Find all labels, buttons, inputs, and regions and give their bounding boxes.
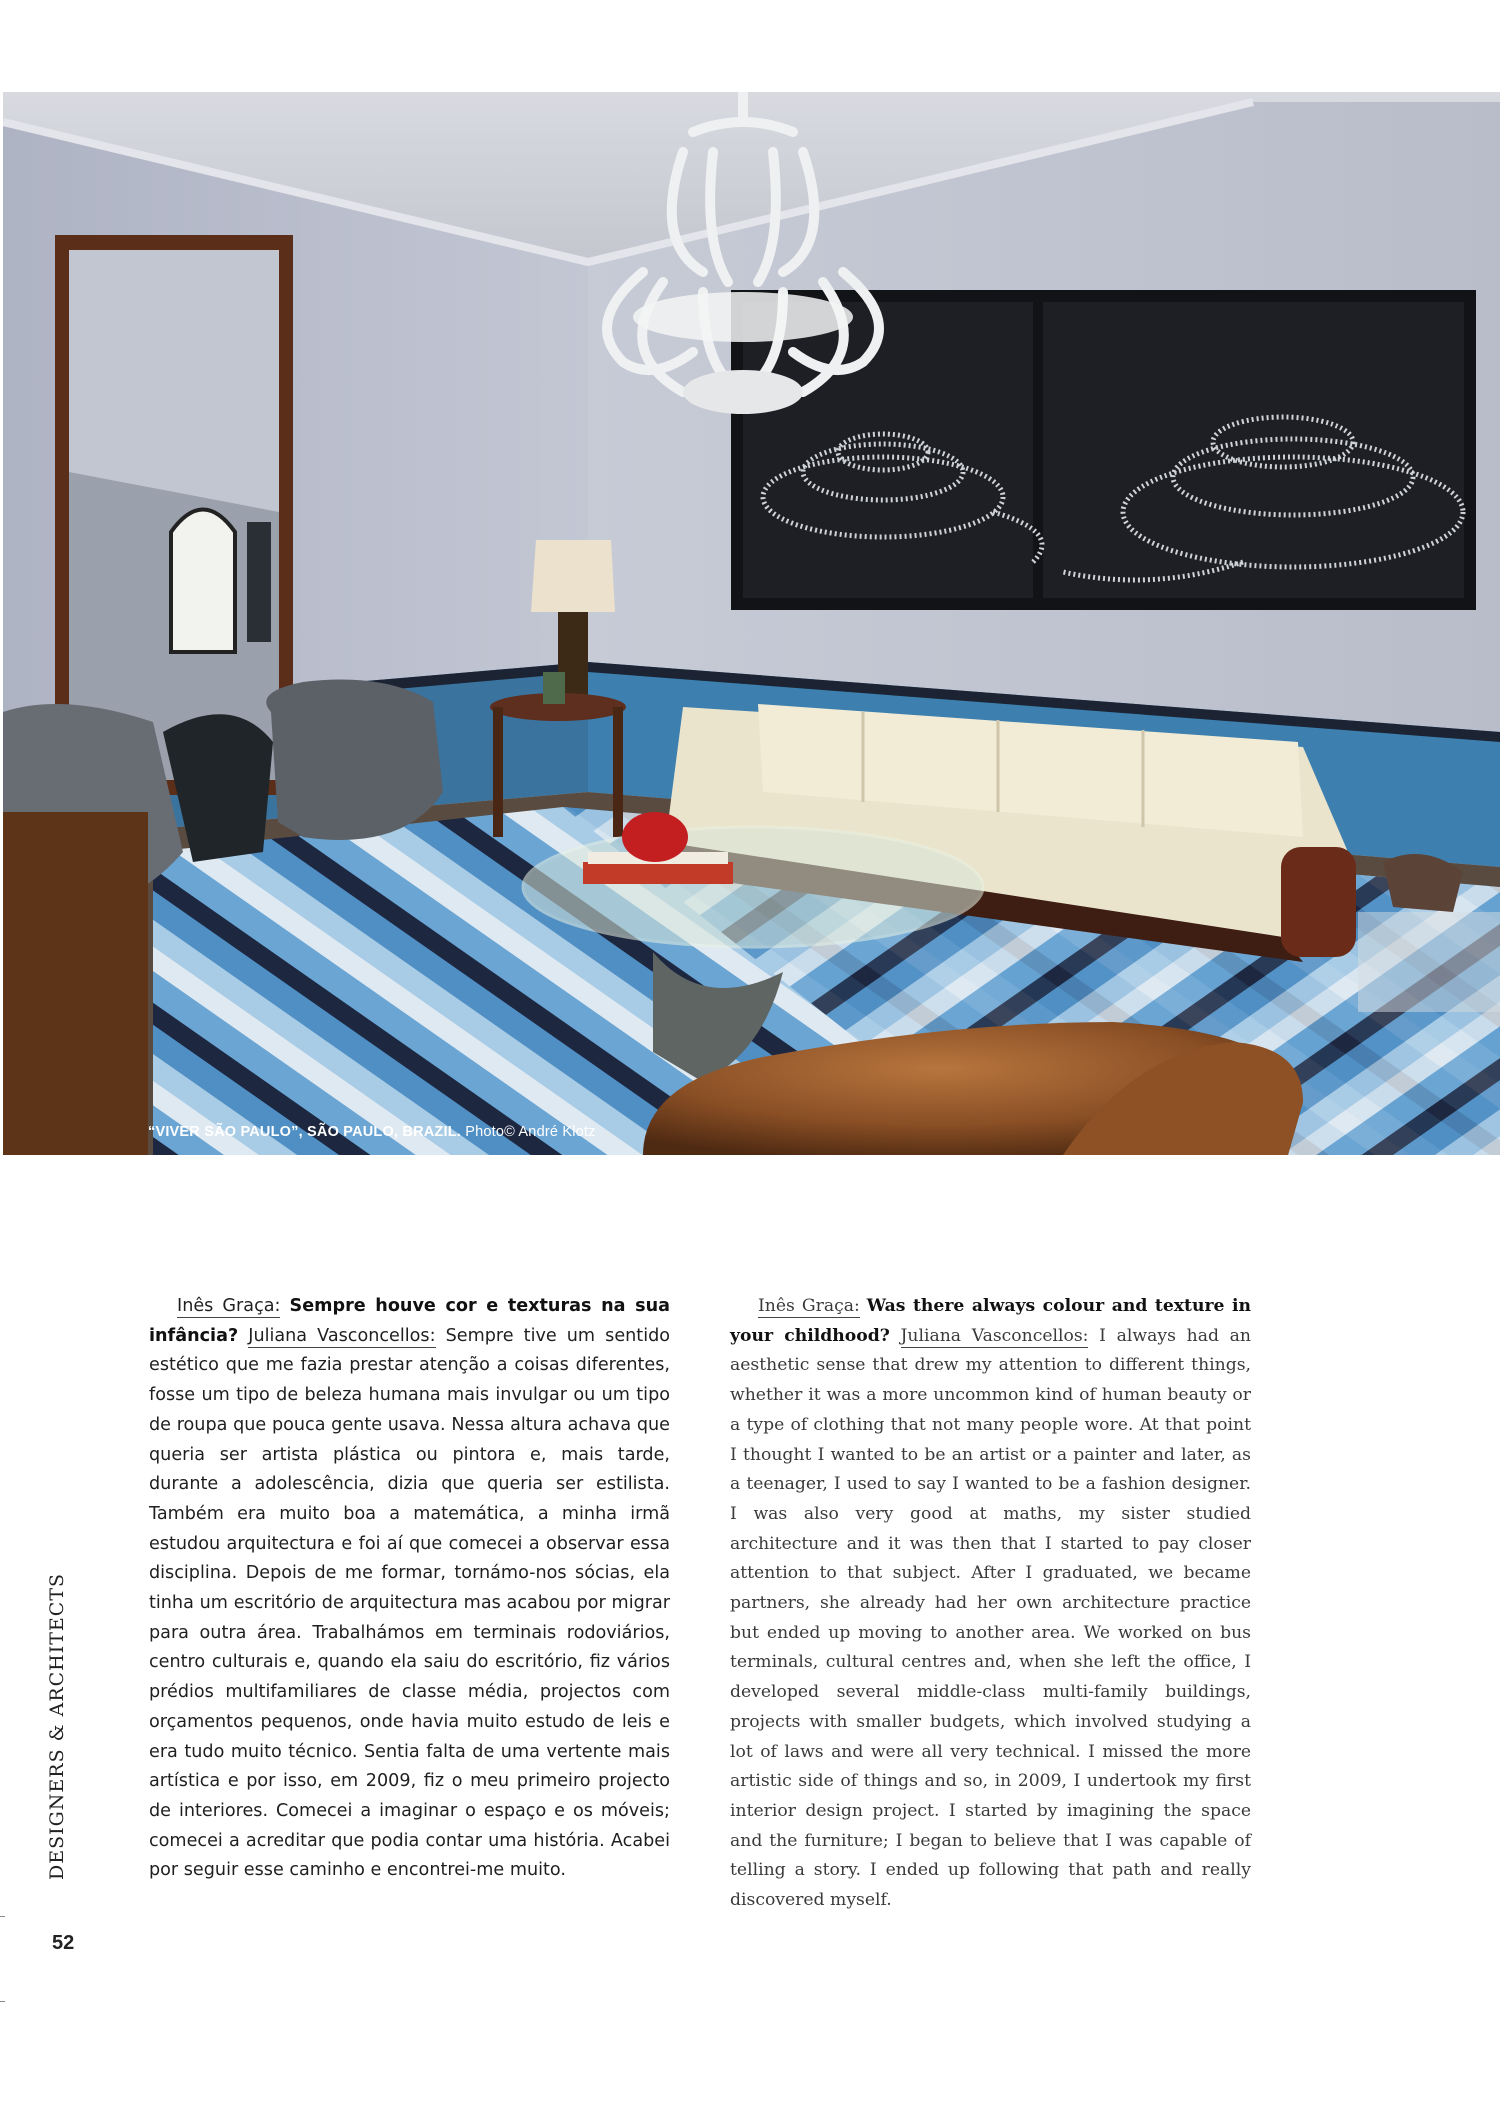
caption-credit: Photo© André Klotz <box>461 1124 596 1140</box>
crop-mark <box>0 1916 5 1917</box>
interviewer-name-pt: Inês Graça: <box>177 1296 281 1316</box>
caption-title: “VIVER SÃO PAULO”, SÃO PAULO, BRAZIL. <box>148 1124 461 1140</box>
interviewer-name-en: Inês Graça: <box>758 1296 860 1316</box>
english-column <box>730 1292 1251 1916</box>
answer-pt: Sempre tive um sentido estético que me fazia prestar atenção a coisas diferentes, fosse um tipo de beleza humana mais invulgar ou um tipo de roupa que pouca gente usava. Nessa altura achava que queria ser artista plástica ou pintora e, mais tarde, durante a adolescência, dizia que queria ser estilista. Também era muito boa a matemática, a minha irmã estudou arquitectura e foi aí que comecei a observar essa disciplina. Depois de me formar, tornámo-nos sócias, ela tinha um escritório de arquitectura mas acabou por migrar para outra área. Trabalhámos em terminais rodoviários, centro culturais e, quando ela saiu do escritório, fiz vários prédios multifamiliares de classe média, projectos com orçamentos pequenos, onde havia muito estudo de leis e era tudo muito técnico. Sentia falta de uma vertente mais artística e por isso, em 2009, fiz o meu primeiro projecto de interiores. Comecei a imaginar o espaço e os móveis; comecei a acreditar que podia contar uma história. Acabei por seguir esse caminho e encontrei-me muito. <box>149 1325 671 1881</box>
question-pt: Sempre houve cor e texturas na sua infância? <box>149 1296 670 1346</box>
interior-photo <box>3 92 1500 1155</box>
section-label: DESIGNERS & ARCHITECTS <box>46 1572 68 1880</box>
photo-caption <box>148 1124 596 1140</box>
answer-en: I always had an aesthetic sense that drew my attention to different things, whether it was a more uncommon kind of human beauty or a type of clothing that not many people wore. At that point I thought I wanted to be an artist or a painter and later, as a teenager, I used to say I wanted to be a fashion designer. I was also very good at maths, my sister studied architecture and it was then that I started to pay closer attention to that subject. After I graduated, we became partners, she already had her own architecture practice but ended up moving to another area. We worked on bus terminals, cultural centres and, when she left the office, I developed several middle-class multi-family buildings, projects with smaller budgets, which involved studying a lot of laws and were all very technical. I missed the more artistic side of things and so, in 2009, I undertook my first interior design project. I started by imagining the space and the furniture; I began to believe that I was capable of telling a story. I ended up following that path and really discovered myself. <box>730 1325 1251 1911</box>
respondent-name-en: Juliana Vasconcellos: <box>900 1325 1089 1346</box>
respondent-name-pt: Juliana Vasconcellos: <box>248 1325 436 1346</box>
question-en: Was there always colour and texture in your childhood? <box>730 1296 1252 1346</box>
living-room-illustration <box>3 92 1500 1155</box>
crop-mark <box>0 2001 5 2002</box>
portuguese-column <box>149 1292 670 1886</box>
page-number: 52 <box>52 1932 75 1954</box>
